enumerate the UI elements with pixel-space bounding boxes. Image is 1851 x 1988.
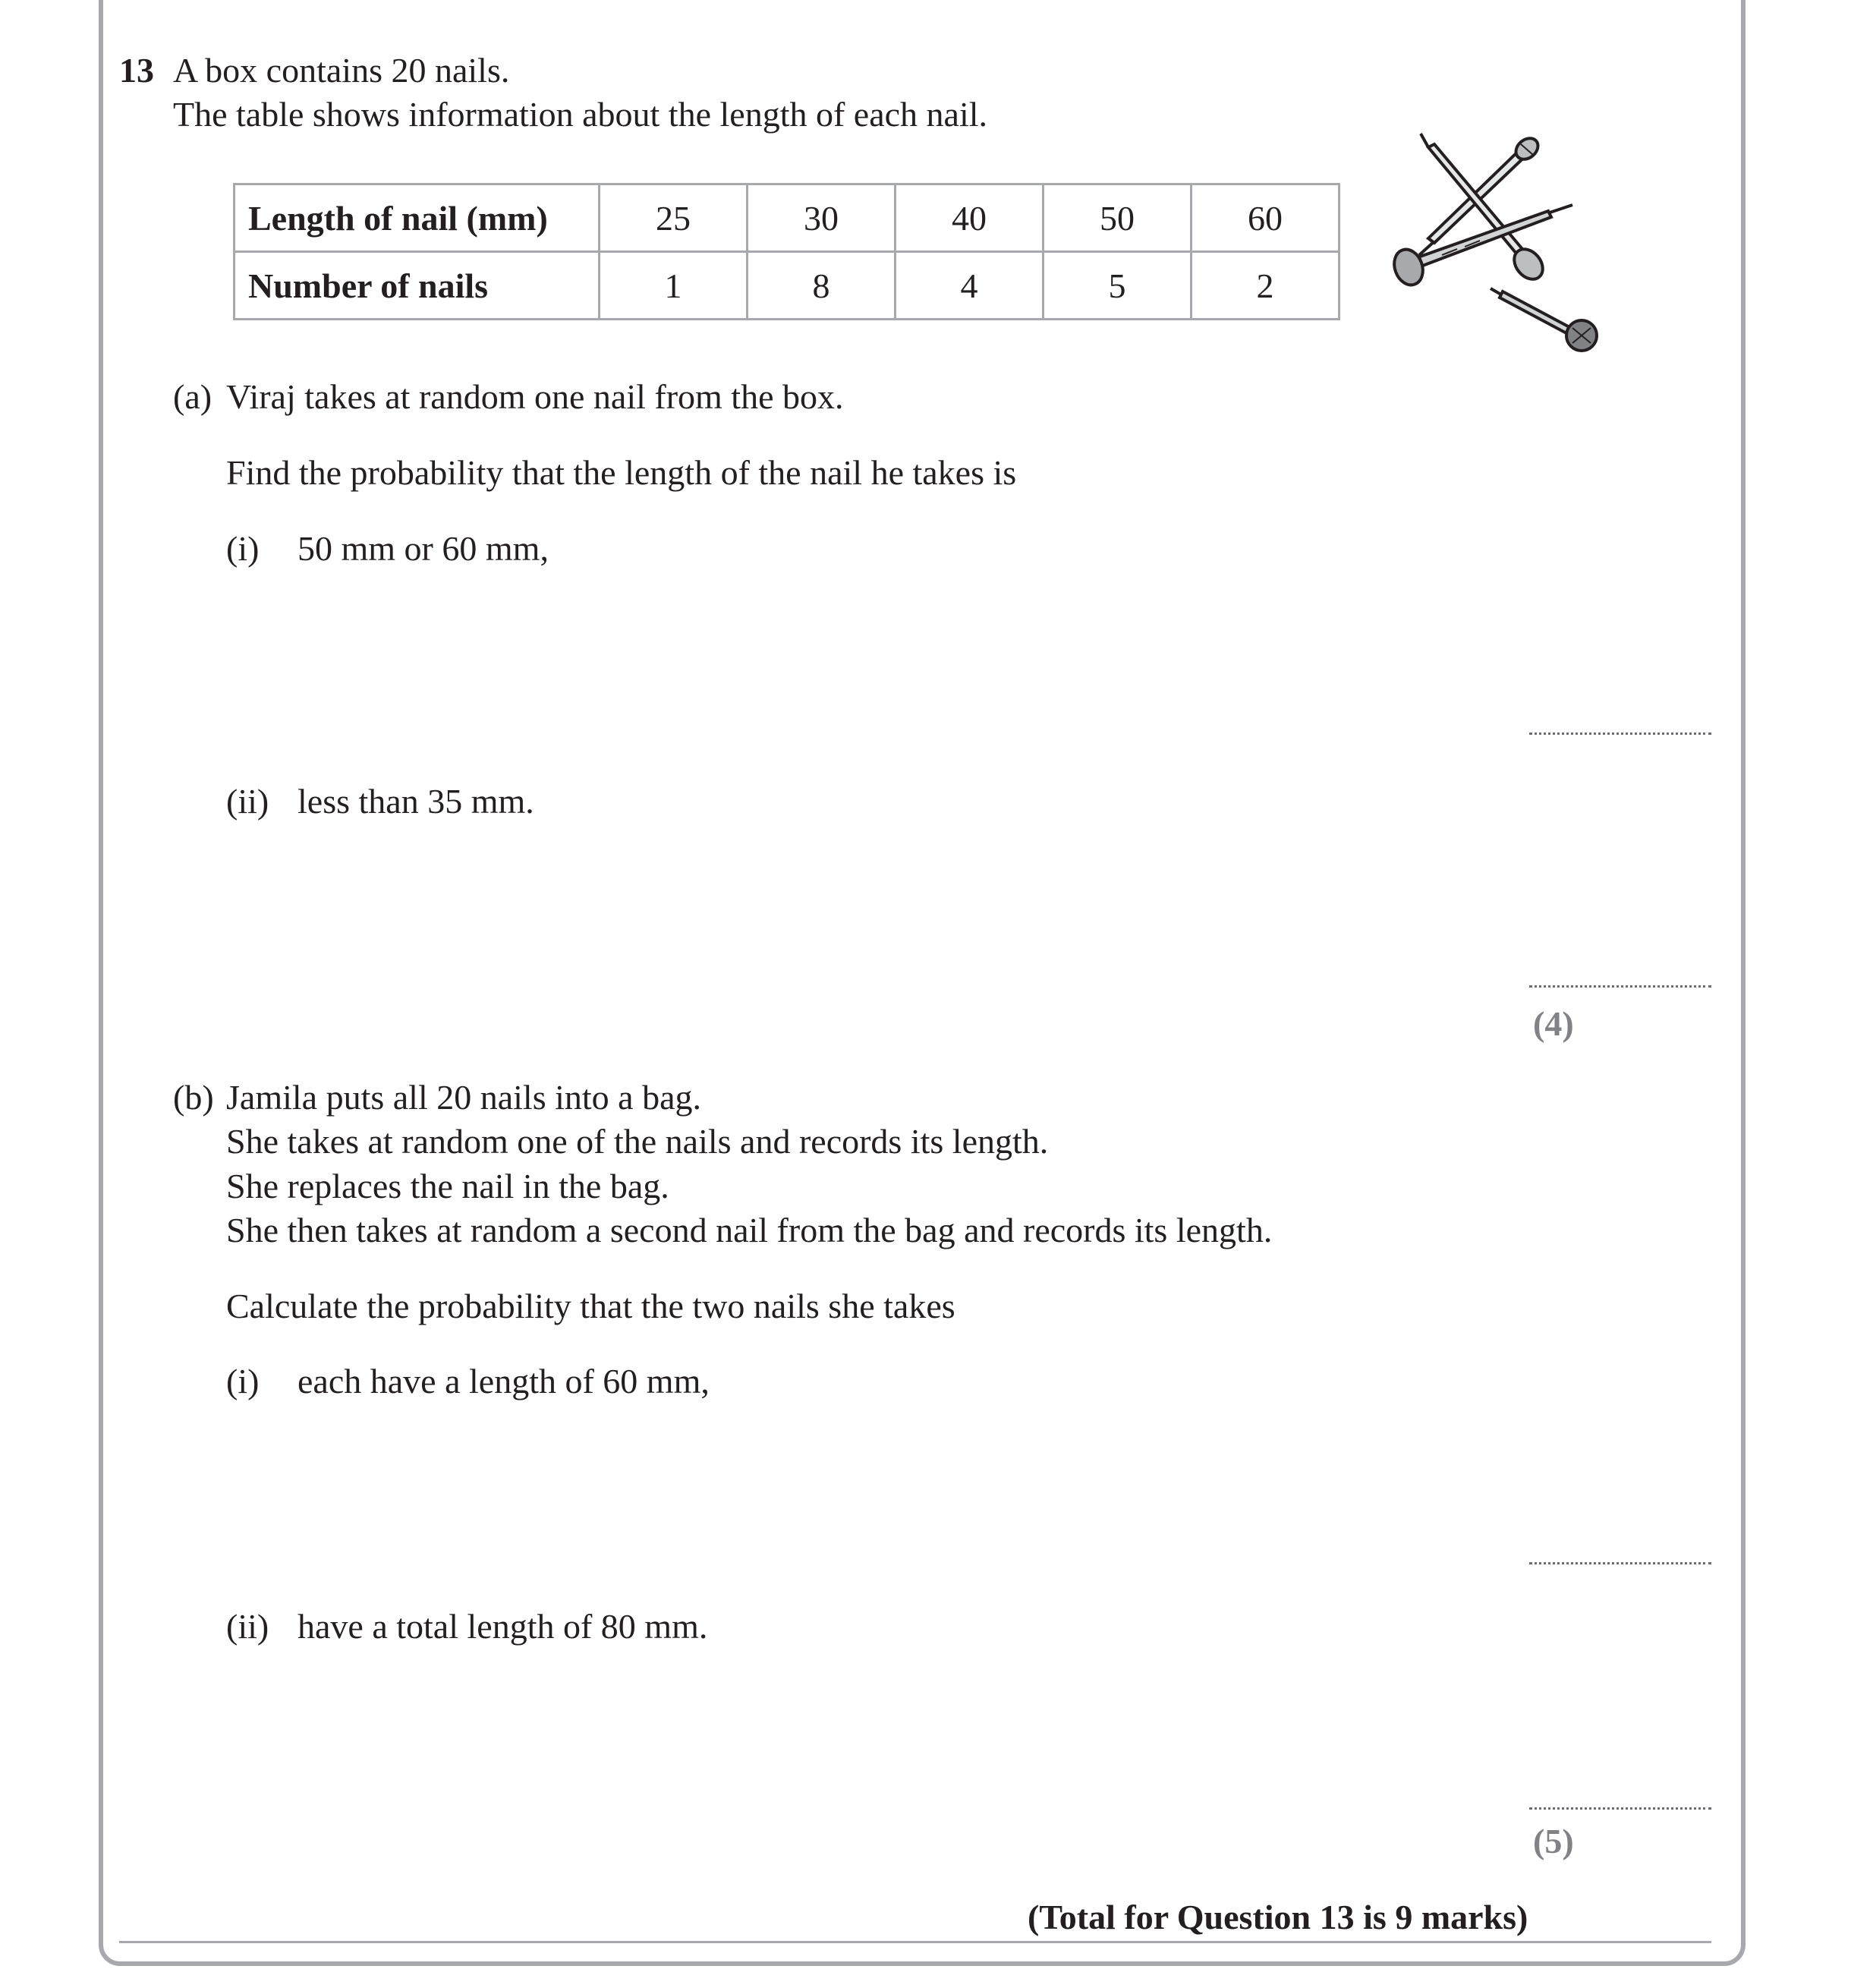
count-cell: 1 bbox=[600, 252, 748, 320]
length-cell: 40 bbox=[896, 184, 1044, 252]
answer-line-a-ii[interactable] bbox=[1529, 985, 1711, 988]
question-number: 13 bbox=[119, 51, 154, 90]
part-b-line4: She then takes at random a second nail from the bag and records its length. bbox=[226, 1211, 1273, 1249]
part-a-ii-text: less than 35 mm. bbox=[297, 782, 534, 821]
part-b-i-text: each have a length of 60 mm, bbox=[297, 1362, 710, 1400]
answer-line-b-ii[interactable] bbox=[1529, 1807, 1711, 1810]
length-cell: 25 bbox=[600, 184, 748, 252]
question-intro-line1: A box contains 20 nails. bbox=[173, 51, 510, 90]
length-cell: 30 bbox=[748, 184, 896, 252]
part-a-label: (a) bbox=[173, 377, 212, 416]
part-b-ii-label: (ii) bbox=[226, 1607, 269, 1646]
part-b-marks: (5) bbox=[1533, 1822, 1574, 1860]
part-b-line2: She takes at random one of the nails and records its length. bbox=[226, 1122, 1049, 1161]
part-b-ii-text: have a total length of 80 mm. bbox=[297, 1607, 708, 1646]
count-cell: 8 bbox=[748, 252, 896, 320]
part-b-line3: She replaces the nail in the bag. bbox=[226, 1167, 669, 1205]
count-cell: 4 bbox=[896, 252, 1044, 320]
question-total: (Total for Question 13 is 9 marks) bbox=[1028, 1898, 1528, 1936]
length-cell: 60 bbox=[1192, 184, 1339, 252]
part-b-i-label: (i) bbox=[226, 1362, 260, 1400]
table-row-counts bbox=[235, 252, 1339, 320]
part-a-i-label: (i) bbox=[226, 529, 260, 568]
row-header-length: Length of nail (mm) bbox=[235, 184, 600, 252]
answer-line-b-i[interactable] bbox=[1529, 1562, 1711, 1564]
nail-length-table bbox=[233, 183, 1340, 320]
part-a-stem: Viraj takes at random one nail from the box. bbox=[226, 377, 844, 416]
table-row-lengths bbox=[235, 184, 1339, 252]
part-b-instruction: Calculate the probability that the two nails she takes bbox=[226, 1287, 955, 1325]
part-b-label: (b) bbox=[173, 1078, 214, 1117]
answer-line-a-i[interactable] bbox=[1529, 733, 1711, 735]
part-a-i-text: 50 mm or 60 mm, bbox=[297, 529, 549, 568]
length-cell: 50 bbox=[1044, 184, 1192, 252]
part-a-ii-label: (ii) bbox=[226, 782, 269, 821]
part-a-marks: (4) bbox=[1533, 1004, 1574, 1043]
nails-illustration-icon bbox=[1381, 129, 1609, 357]
question-intro-line2: The table shows information about the length of each nail. bbox=[173, 95, 988, 134]
row-header-count: Number of nails bbox=[235, 252, 600, 320]
question-end-rule bbox=[119, 1941, 1711, 1943]
count-cell: 5 bbox=[1044, 252, 1192, 320]
count-cell: 2 bbox=[1192, 252, 1339, 320]
part-b-line1: Jamila puts all 20 nails into a bag. bbox=[226, 1078, 702, 1117]
part-a-instruction: Find the probability that the length of the nail he takes is bbox=[226, 453, 1017, 492]
